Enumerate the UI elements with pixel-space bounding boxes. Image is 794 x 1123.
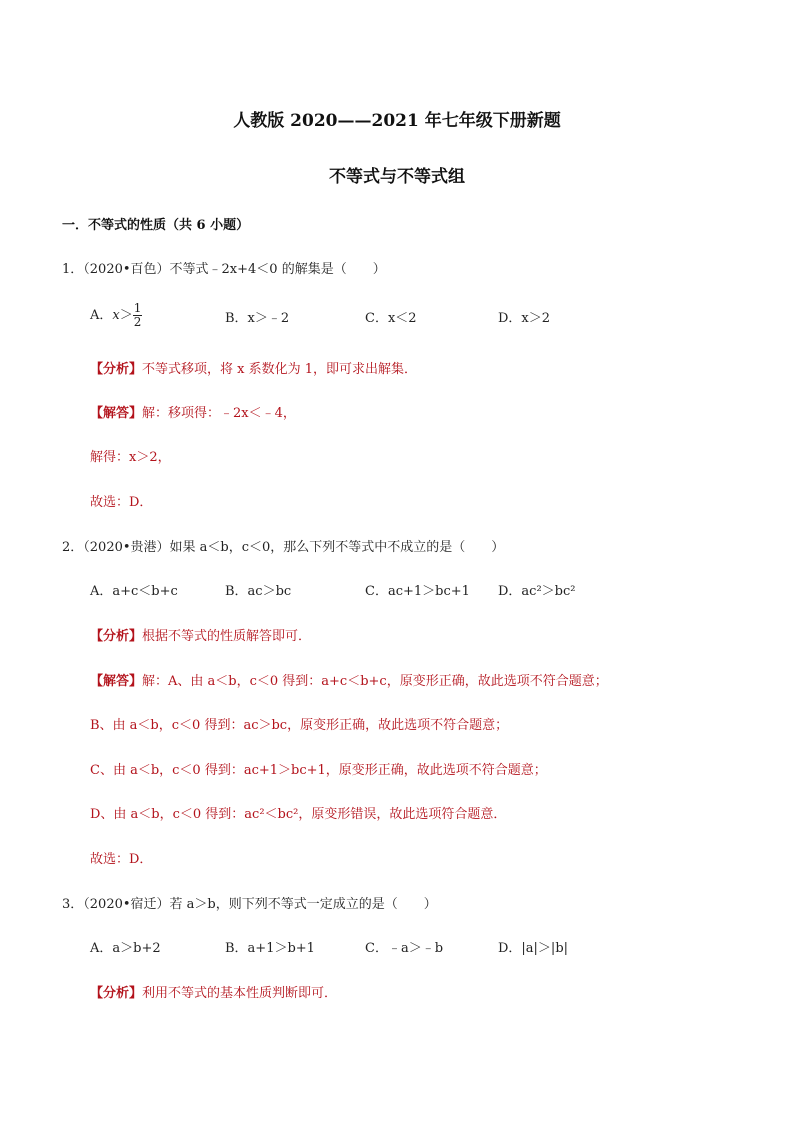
question-3-option-a: A．a＞b+2 <box>90 941 161 956</box>
question-3-option-b: B．a+1＞b+1 <box>225 941 315 956</box>
analysis-tag: 【分析】 <box>90 629 143 644</box>
question-1-option-d: D．x＞2 <box>498 311 551 326</box>
question-2-option-a: A．a+c＜b+c <box>90 584 178 599</box>
page-subtitle: 不等式与不等式组 <box>329 167 465 187</box>
answer-tag: 【解答】 <box>90 674 143 689</box>
question-2-option-b: B．ac＞bc <box>225 584 292 599</box>
answer-text: 解：A、由 a＜b，c＜0 得到：a+c＜b+c，原变形正确，故此选项不符合题意； <box>142 674 608 689</box>
answer-tag: 【解答】 <box>90 406 143 421</box>
question-2-option-d: D．ac²＞bc² <box>498 584 576 599</box>
question-2-line-c: C、由 a＜b，c＜0 得到：ac+1＞bc+1，原变形正确，故此选项不符合题意； <box>90 763 547 778</box>
question-1-option-b: B．x＞﹣2 <box>225 311 290 326</box>
page-title: 人教版 2020——2021 年七年级下册新题 <box>233 111 561 131</box>
section-heading: 一．不等式的性质（共 6 小题） <box>62 218 250 233</box>
option-a-label: A． <box>90 308 113 323</box>
question-1-option-a <box>90 302 142 329</box>
question-2-analysis <box>90 625 311 644</box>
answer-text: 解：移项得：﹣2x＜﹣4， <box>142 406 296 421</box>
analysis-tag: 【分析】 <box>90 986 143 1001</box>
question-1-solution-line: 解得：x＞2， <box>90 450 171 465</box>
fraction-numerator: 1 <box>133 301 142 315</box>
option-a-fraction <box>133 302 143 329</box>
question-2-option-c: C．ac+1＞bc+1 <box>365 584 470 599</box>
question-3-analysis <box>90 982 337 1001</box>
question-3-option-c: C．﹣a＞﹣b <box>365 941 444 956</box>
question-2-answer <box>90 670 608 689</box>
analysis-tag: 【分析】 <box>90 362 143 377</box>
analysis-text: 根据不等式的性质解答即可． <box>142 629 312 644</box>
option-a-var: x <box>112 308 120 323</box>
question-3-stem: 3．（2020•宿迁）若 a＞b，则下列不等式一定成立的是（ ） <box>62 897 437 912</box>
question-2-line-b: B、由 a＜b，c＜0 得到：ac＞bc，原变形正确，故此选项不符合题意； <box>90 718 509 733</box>
analysis-text: 不等式移项，将 x 系数化为 1，即可求出解集． <box>142 362 418 377</box>
fraction-denominator: 2 <box>133 315 142 329</box>
question-2-line-d: D、由 a＜b，c＜0 得到：ac²＜bc²，原变形错误，故此选项符合题意． <box>90 807 507 822</box>
question-1-stem: 1．（2020•百色）不等式﹣2x+4＜0 的解集是（ ） <box>62 262 386 277</box>
question-1-analysis <box>90 358 417 377</box>
question-1-option-c: C．x＜2 <box>365 311 417 326</box>
question-2-stem: 2．（2020•贵港）如果 a＜b，c＜0，那么下列不等式中不成立的是（ ） <box>62 540 505 555</box>
option-a-sign: ＞ <box>119 308 133 323</box>
question-1-final-answer: 故选：D． <box>90 495 153 510</box>
analysis-text: 利用不等式的基本性质判断即可． <box>142 986 338 1001</box>
question-1-answer <box>90 402 296 421</box>
question-2-final-answer: 故选：D． <box>90 852 153 867</box>
question-3-option-d: D．|a|＞|b| <box>498 941 569 956</box>
